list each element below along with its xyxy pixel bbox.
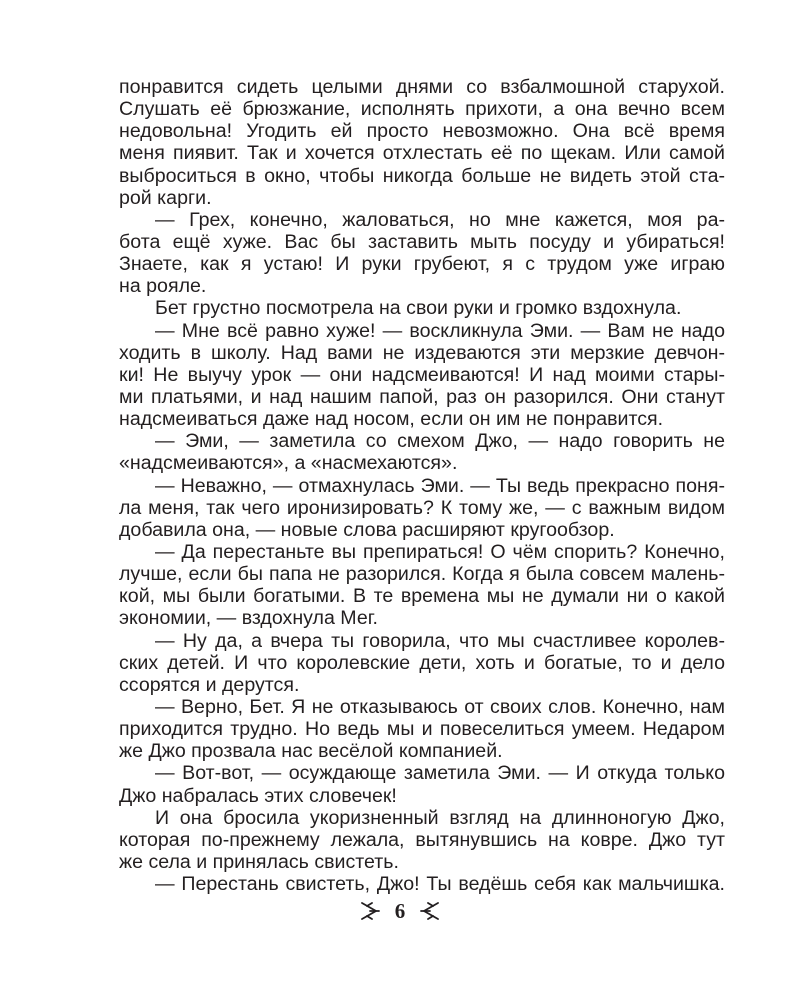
text-line: — Перестань свистеть, Джо! Ты ведёшь себя как мальчишка. bbox=[155, 873, 725, 896]
text-line: же села и принялась свистеть. bbox=[119, 850, 399, 873]
text-line: И она бросила укоризненный взгляд на длинноногую Джо, bbox=[155, 806, 725, 829]
ornament-left-icon bbox=[359, 900, 381, 922]
text-line: ходить в школу. Над вами не издеваются эти мерзкие девчон- bbox=[119, 341, 725, 364]
ornament-right-icon bbox=[419, 900, 441, 922]
text-line: экономии, — вздохнула Мег. bbox=[119, 607, 378, 630]
text-line: же Джо прозвала нас весёлой компанией. bbox=[119, 740, 503, 763]
text-line: — Да перестаньте вы препираться! О чём спорить? Конечно, bbox=[155, 540, 725, 563]
page-number: 6 bbox=[394, 898, 406, 923]
text-line: добавила она, — новые слова расширяют кругообзор. bbox=[119, 518, 615, 541]
text-line: — Неважно, — отмахнулась Эми. — Ты ведь прекрасно поня- bbox=[155, 474, 725, 497]
text-line: на рояле. bbox=[119, 275, 207, 298]
text-line: ла меня, так чего иронизировать? К тому же, — с важным видом bbox=[119, 496, 725, 519]
text-line: Слушать её брюзжание, исполнять прихоти, а она вечно всем bbox=[119, 98, 725, 121]
text-line: Бет грустно посмотрела на свои руки и громко вздохнула. bbox=[155, 297, 682, 320]
text-line: выброситься в окно, чтобы никогда больше не видеть этой ста- bbox=[119, 164, 725, 187]
text-line: надсмеиваться даже над носом, если он им не понравится. bbox=[119, 408, 664, 431]
text-line: — Эми, — заметила со смехом Джо, — надо говорить не bbox=[155, 430, 725, 453]
text-line: меня пиявит. Так и хочется отхлестать её по щекам. Или самой bbox=[119, 142, 725, 165]
text-line: понравится сидеть целыми днями со взбалмошной старухой. bbox=[119, 76, 725, 98]
text-line: — Грех, конечно, жаловаться, но мне кажется, моя ра- bbox=[155, 208, 725, 231]
text-line: ми платьями, и над нашим папой, раз он разорился. Они станут bbox=[119, 385, 725, 408]
text-line: — Мне всё равно хуже! — воскликнула Эми. — Вам не надо bbox=[155, 319, 725, 342]
text-line: Знаете, как я устаю! И руки грубеют, я с трудом уже играю bbox=[119, 253, 725, 276]
text-line: ских детей. И что королевские дети, хоть и богатые, то и дело bbox=[119, 651, 725, 674]
text-line: «надсмеиваются», а «насмехаются». bbox=[119, 452, 458, 475]
text-line: которая по-прежнему лежала, вытянувшись на ковре. Джо тут bbox=[119, 828, 725, 851]
text-line: — Вот-вот, — осуждающе заметила Эми. — И откуда только bbox=[155, 762, 725, 785]
text-line: рой карги. bbox=[119, 186, 212, 209]
page-footer bbox=[0, 896, 800, 926]
page-body bbox=[119, 76, 725, 895]
text-line: кой, мы были богатыми. В те времена мы не думали ни о какой bbox=[119, 585, 725, 608]
text-line: Джо набралась этих словечек! bbox=[119, 784, 397, 807]
text-line: бота ещё хуже. Вас бы заставить мыть посуду и убираться! bbox=[119, 230, 725, 253]
text-line: — Верно, Бет. Я не отказываюсь от своих слов. Конечно, нам bbox=[155, 695, 725, 718]
text-line: ссорятся и дерутся. bbox=[119, 673, 300, 696]
text-line: ки! Не выучу урок — они надсмеиваются! И над моими стары- bbox=[119, 363, 725, 386]
text-line: приходится трудно. Но ведь мы и повеселиться умеем. Недаром bbox=[119, 718, 725, 741]
text-line: недовольна! Угодить ей просто невозможно. Она всё время bbox=[119, 120, 725, 143]
text-line: лучше, если бы папа не разорился. Когда я была совсем малень- bbox=[119, 563, 725, 586]
text-line: — Ну да, а вчера ты говорила, что мы счастливее королев- bbox=[155, 629, 725, 652]
